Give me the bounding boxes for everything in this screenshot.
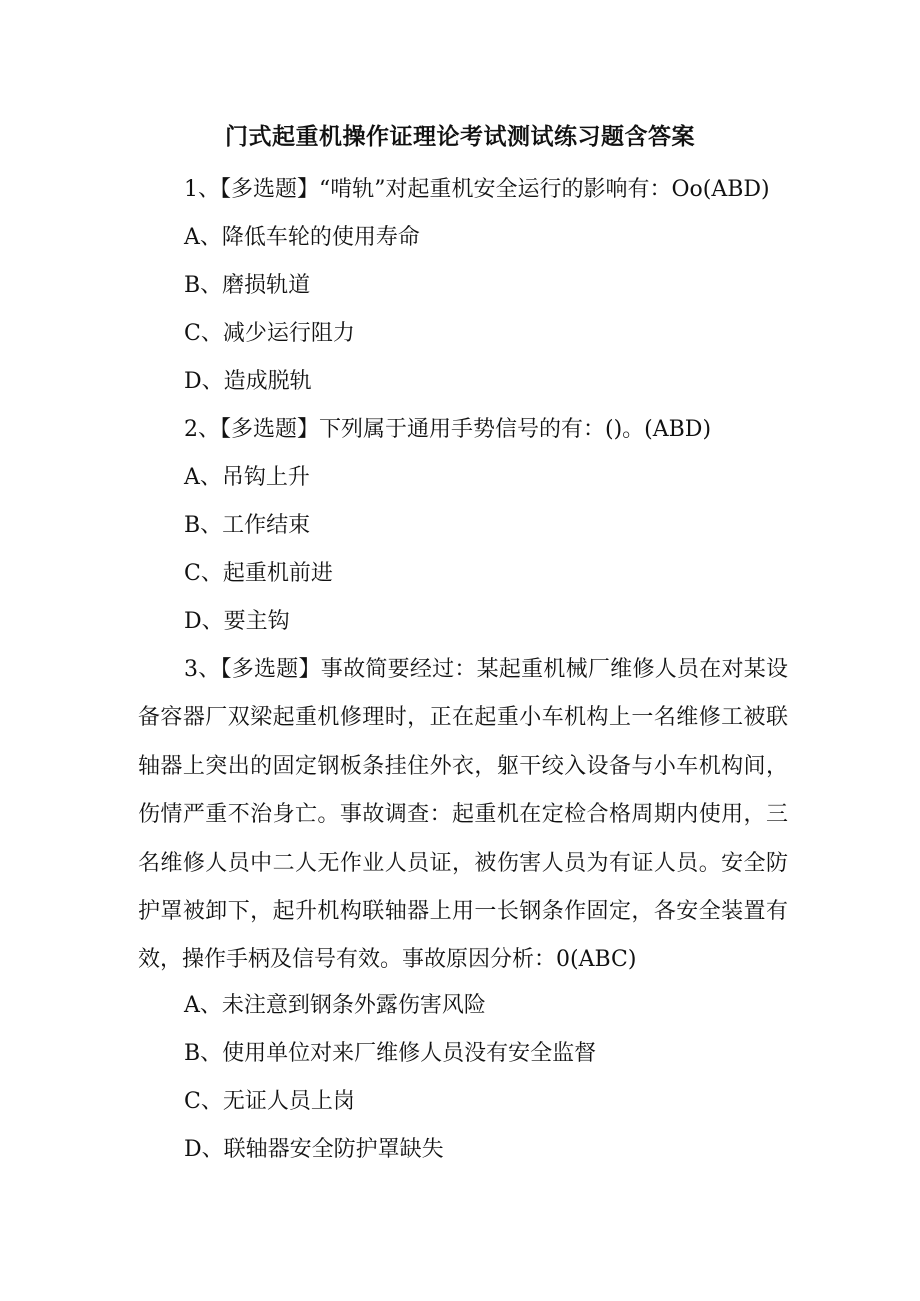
question-1-option-c: C、减少运行阻力	[184, 321, 355, 346]
question-3-stem-paragraph	[138, 646, 788, 985]
question-1-option-b: B、磨损轨道	[184, 273, 311, 298]
question-1-stem: 1、【多选题】“啃轨”对起重机安全运行的影响有：Oo(ABD)	[184, 177, 770, 202]
question-3-option-c: C、无证人员上岗	[184, 1089, 355, 1114]
question-2-option-b: B、工作结束	[184, 513, 311, 538]
question-2-option-c: C、起重机前进	[184, 561, 333, 586]
document-title: 门式起重机操作证理论考试测试练习题含答案	[225, 123, 695, 150]
question-2-stem: 2、【多选题】下列属于通用手势信号的有：()。(ABD)	[184, 417, 712, 442]
question-2-option-d: D、要主钩	[184, 609, 290, 634]
question-2-option-a: A、吊钩上升	[184, 465, 310, 490]
question-3-option-a: A、未注意到钢条外露伤害风险	[184, 993, 486, 1018]
question-1-option-a: A、降低车轮的使用寿命	[184, 225, 420, 250]
question-3-option-d: D、联轴器安全防护罩缺失	[184, 1137, 444, 1162]
question-3-option-b: B、使用单位对来厂维修人员没有安全监督	[184, 1041, 597, 1066]
question-3-stem: 3、【多选题】事故简要经过：某起重机械厂维修人员在对某设备容器厂双梁起重机修理时，正在起重小车机构上一名维修工被联轴器上突出的固定钢板条挂住外衣，躯干绞入设备与小车机构间，伤情严重不治身亡。事故调查：起重机在定检合格周期内使用，三名维修人员中二人无作业人员证，被伤害人员为有证人员。安全防护罩被卸下，起升机构联轴器上用一长钢条作固定，各安全装置有效，操作手柄及信号有效。事故原因分析：0(ABC)	[138, 657, 788, 973]
question-1-option-d: D、造成脱轨	[184, 369, 312, 394]
